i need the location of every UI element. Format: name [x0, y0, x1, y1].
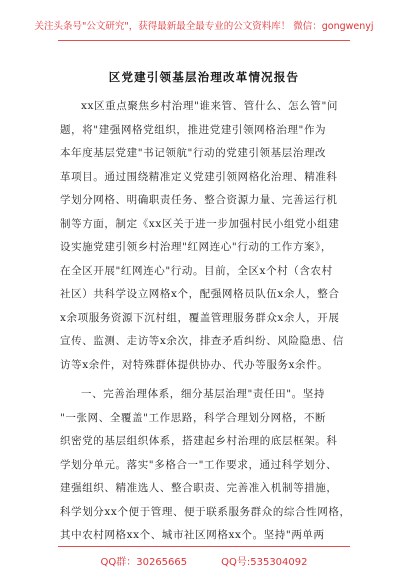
footer [0, 553, 408, 568]
footer-qq-group: QQ群：30265665 [100, 557, 188, 568]
text-line: 其中农村网格xx个、城市社区网格xx个。坚持"两单两 [60, 529, 325, 541]
text-line: 学划分网格、明确职责任务、整合资源力量、完善运行机 [60, 194, 338, 206]
footer-qq-number: QQ号:535304092 [221, 557, 308, 568]
text-line: xx区重点聚焦乡村治理"谁来管、管什么、怎么管"问 [81, 100, 339, 112]
footer-divider [58, 546, 350, 547]
text-line: 学划分单元。落实"多格合一"工作要求，通过科学划分、 [60, 458, 338, 471]
header-divider [58, 40, 350, 41]
text-line: 织密党的基层组织体系，搭建起乡村治理的底层框架。科 [60, 435, 338, 447]
header-banner: 关注头条号"公文研究"，获得最新最全最专业的公文资料库！ 微信：gongwenyj [34, 21, 374, 32]
text-line: 访等x余件，对特殊群体提供协办、代办等服务x余件。 [60, 358, 329, 371]
document-title: 区党建引领基层治理改革情况报告 [108, 70, 300, 84]
text-line: 科学划分xx个便于管理、便于联系服务群众的综合性网格， [60, 505, 351, 518]
text-line: 制等方面，制定《xx区关于进一步加强村民小组党小组建 [60, 217, 340, 230]
text-line: x余项服务资源下沉村组，覆盖管理服务群众x余人，开展 [60, 311, 340, 324]
text-line: 题，将"建强网格党组织，推进党建引领网格治理"作为 [60, 123, 327, 136]
text-line: 建强组织、精准选人、整合职责、完善准入机制等措施， [60, 482, 338, 494]
text-line: "一张网、全覆盖"工作思路，科学合理划分网格，不断 [60, 411, 327, 424]
text-line: 一、完善治理体系，细分基层治理"责任田"。坚持 [81, 388, 325, 400]
paragraph-2 [60, 383, 356, 548]
text-line: 设实施党建引领乡村治理"红网连心"行动的工作方案》， [60, 241, 333, 253]
text-line: 革项目。通过围绕精准定义党建引领网格化治理、精准科 [60, 170, 338, 183]
paragraph-1 [60, 95, 356, 377]
document-body [60, 95, 356, 548]
text-line: 宣传、监测、走访等x余次，排查矛盾纠纷、风险隐患、信 [60, 335, 345, 347]
text-line: 社区）共科学设立网格x个，配强网格员队伍x余人，整合 [60, 288, 340, 300]
text-line: 本年度基层党建"书记领航"行动的党建引领基层治理改 [60, 147, 327, 159]
text-line: 在全区开展"红网连心"行动。目前，全区x个村（含农村 [60, 264, 333, 277]
